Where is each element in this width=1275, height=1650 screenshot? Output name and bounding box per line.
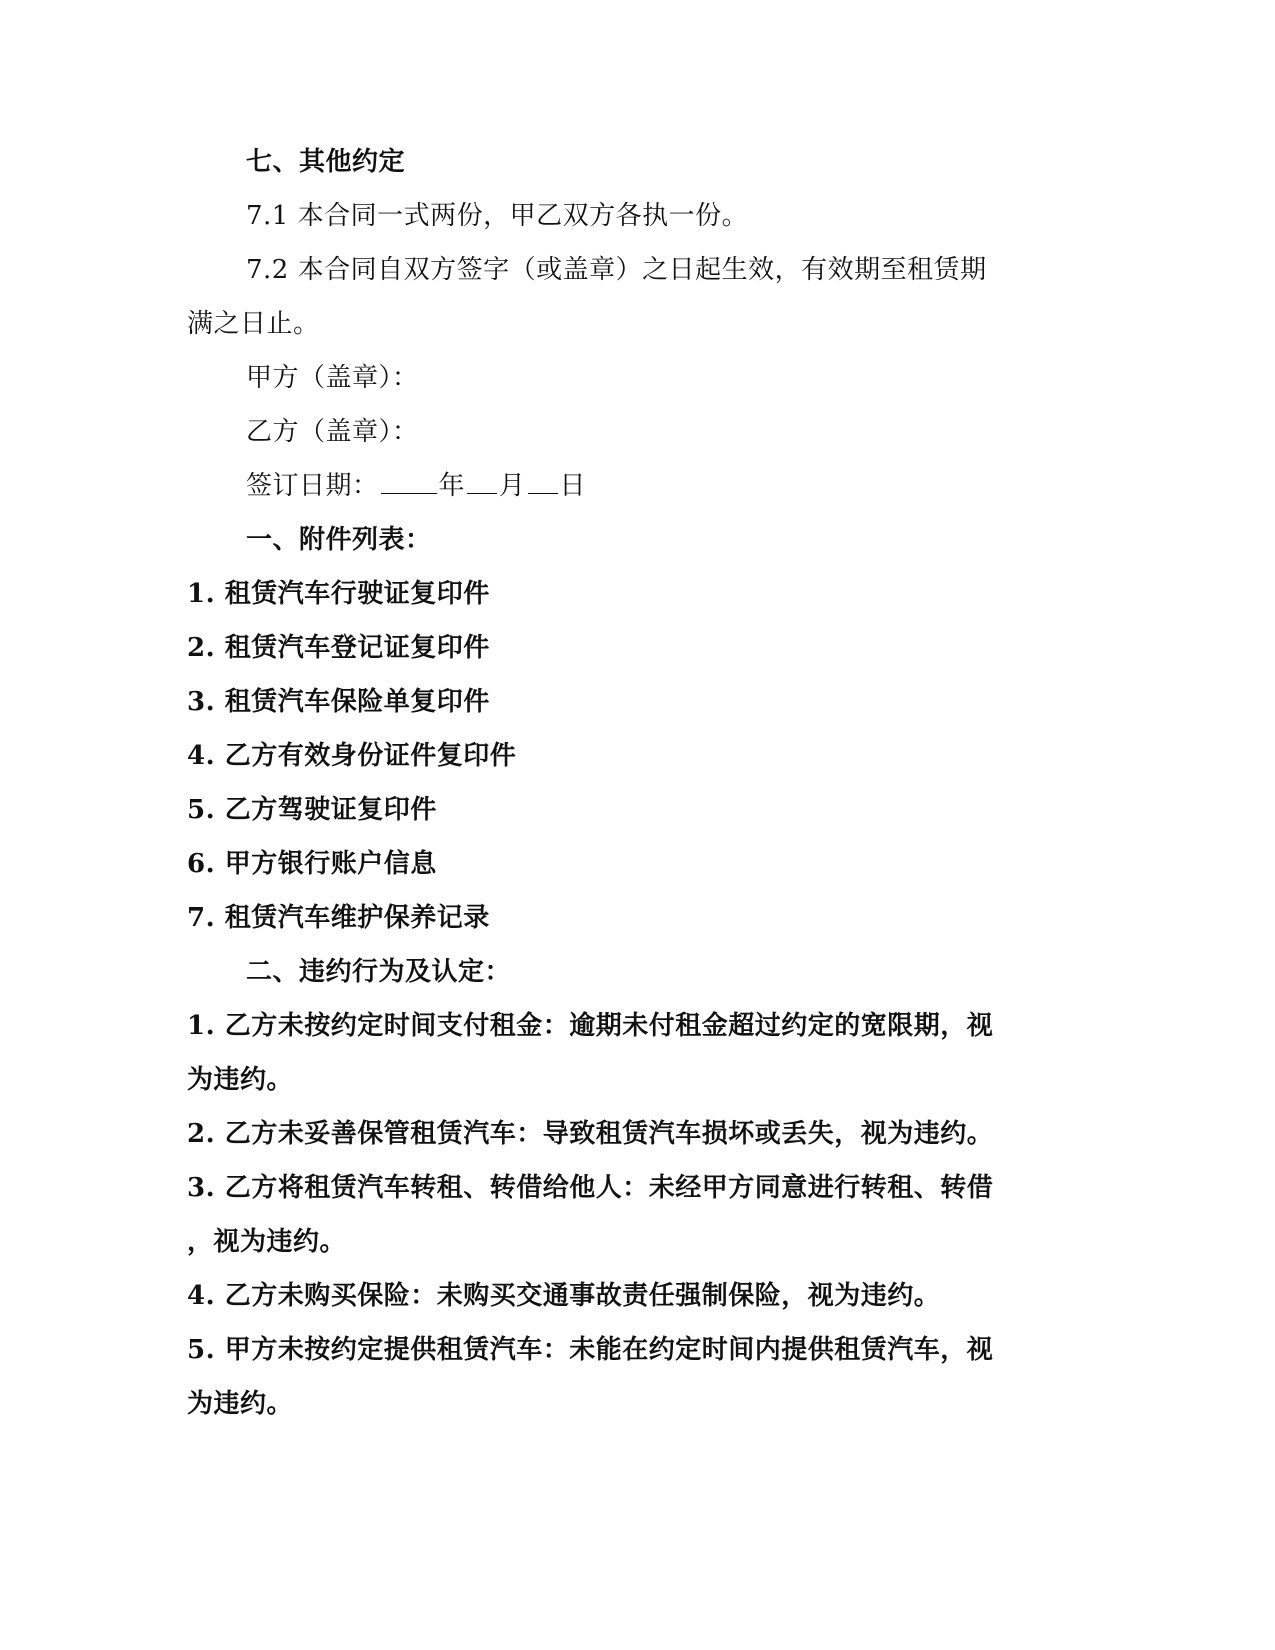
breach-item-1-line1: 1. 乙方未按约定时间支付租金：逾期未付租金超过约定的宽限期，视 bbox=[187, 1011, 994, 1041]
signing-date bbox=[0, 466, 1275, 506]
party-b-seal: 乙方（盖章）： bbox=[246, 417, 419, 447]
year-label: 年 bbox=[438, 471, 466, 501]
party-a-seal: 甲方（盖章）： bbox=[246, 363, 419, 393]
clause-7-2-line1: 7.2 本合同自双方签字（或盖章）之日起生效，有效期至租赁期 bbox=[246, 255, 987, 285]
breach-item-3-line1: 3. 乙方将租赁汽车转租、转借给他人：未经甲方同意进行转租、转借 bbox=[187, 1173, 994, 1203]
month-blank bbox=[467, 467, 497, 494]
breach-item-1-line2: 为违约。 bbox=[187, 1065, 294, 1095]
attachments-heading: 一、附件列表： bbox=[246, 525, 432, 555]
year-blank bbox=[381, 467, 437, 494]
clause-7-1: 7.1 本合同一式两份，甲乙双方各执一份。 bbox=[246, 201, 749, 231]
breach-item-5-line2: 为违约。 bbox=[187, 1389, 294, 1419]
clause-7-2-line2: 满之日止。 bbox=[187, 309, 320, 339]
day-label: 日 bbox=[559, 471, 587, 501]
day-blank bbox=[528, 467, 558, 494]
attachment-item: 7. 租赁汽车维护保养记录 bbox=[187, 903, 490, 933]
breach-item-5-line1: 5. 甲方未按约定提供租赁汽车：未能在约定时间内提供租赁汽车，视 bbox=[187, 1335, 994, 1365]
section7-heading: 七、其他约定 bbox=[246, 147, 406, 177]
attachment-item: 6. 甲方银行账户信息 bbox=[187, 849, 437, 879]
breach-item-4: 4. 乙方未购买保险：未购买交通事故责任强制保险，视为违约。 bbox=[187, 1281, 941, 1311]
breach-item-3-line2: ，视为违约。 bbox=[187, 1227, 347, 1257]
attachment-item: 4. 乙方有效身份证件复印件 bbox=[187, 741, 517, 771]
breach-item-2: 2. 乙方未妥善保管租赁汽车：导致租赁汽车损坏或丢失，视为违约。 bbox=[187, 1119, 994, 1149]
breaches-heading: 二、违约行为及认定： bbox=[246, 957, 512, 987]
attachment-item: 5. 乙方驾驶证复印件 bbox=[187, 795, 437, 825]
attachment-item: 2. 租赁汽车登记证复印件 bbox=[187, 633, 490, 663]
attachment-item: 1. 租赁汽车行驶证复印件 bbox=[187, 579, 490, 609]
date-label: 签订日期： bbox=[246, 471, 379, 501]
attachment-item: 3. 租赁汽车保险单复印件 bbox=[187, 687, 490, 717]
month-label: 月 bbox=[499, 471, 526, 501]
